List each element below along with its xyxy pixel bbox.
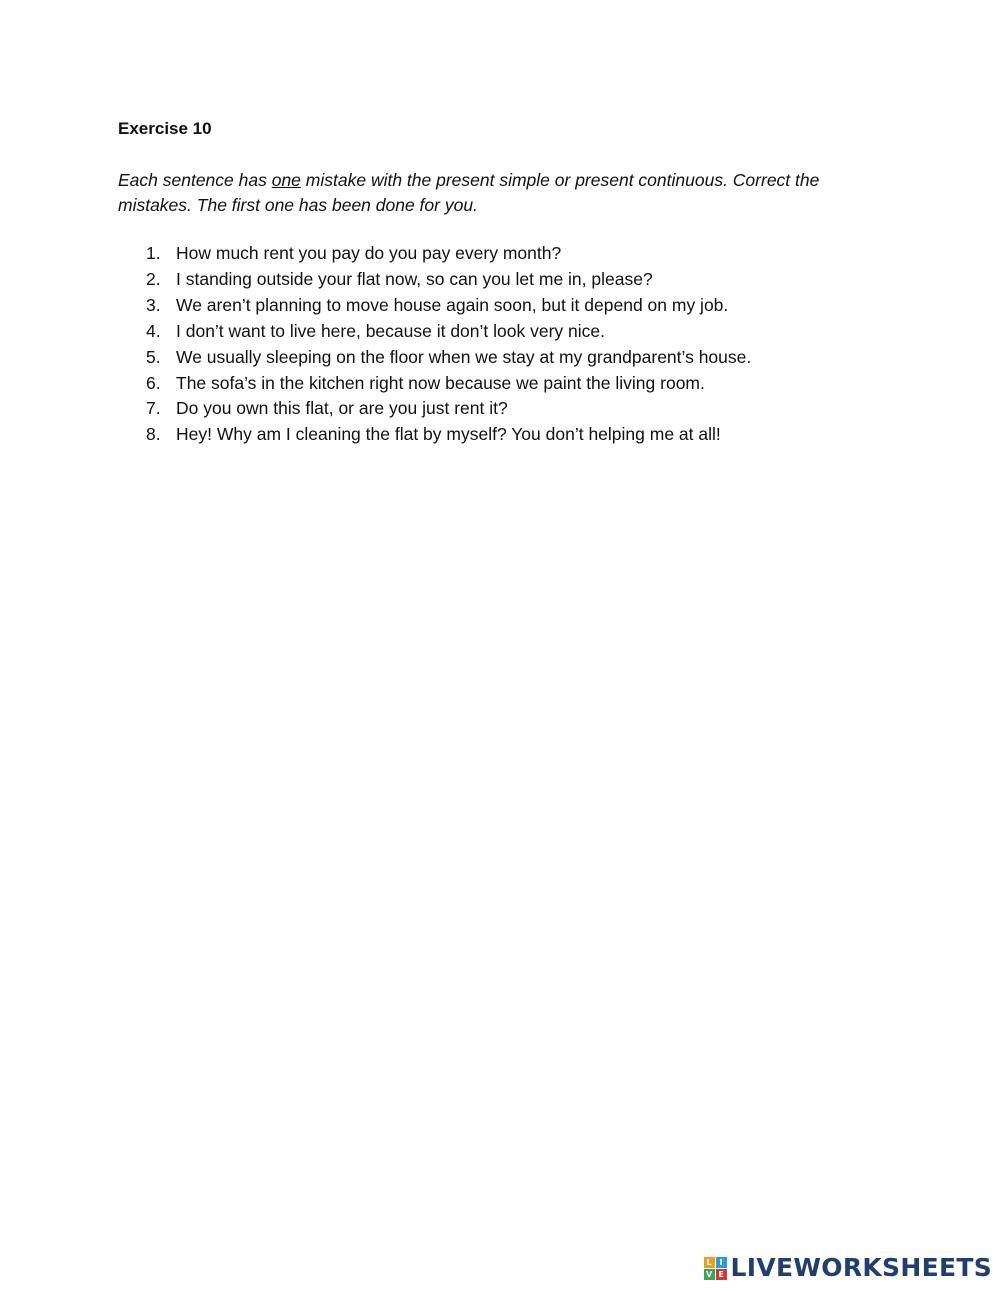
exercise-title: Exercise 10 [118,119,212,138]
sentence-number: 3. [146,294,161,315]
logo-block: L [704,1257,715,1268]
exercise-instructions [118,168,878,218]
sentence-text: We usually sleeping on the floor when we stay at my grandparent’s house. [176,346,752,367]
sentence-item [146,371,866,397]
sentence-text: I standing outside your flat now, so can you let me in, please? [176,268,653,289]
sentence-text: We aren’t planning to move house again soon, but it depend on my job. [176,294,729,315]
sentence-item [146,241,866,267]
sentence-number: 4. [146,320,161,341]
sentence-number: 1. [146,243,161,263]
sentence-item [146,422,866,448]
sentence-item [146,345,866,371]
sentence-item [146,396,866,422]
sentence-list [146,241,866,448]
instructions-text-start: Each sentence has [118,170,272,190]
instructions-emphasis: one [271,170,301,190]
sentence-number: 7. [146,398,161,419]
sentence-text: Hey! Why am I cleaning the flat by myself? You don’t helping me at all! [176,424,721,445]
logo-blocks-icon [704,1257,727,1280]
logo-block: V [704,1269,715,1280]
logo-block: I [716,1257,727,1268]
liveworksheets-logo [704,1253,992,1283]
instructions-text-end: mistake with the present simple or present continuous. Correct the mistakes. The first one has been done for you. [118,170,820,215]
sentence-item [146,293,866,319]
sentence-text: How much rent you pay do you pay every month? [176,243,562,263]
sentence-text: Do you own this flat, or are you just rent it? [176,398,508,419]
sentence-number: 8. [146,424,161,445]
sentence-number: 5. [146,346,161,367]
sentence-item [146,319,866,345]
sentence-item [146,267,866,293]
logo-text: LIVEWORKSHEETS [730,1253,992,1282]
sentence-text: I don’t want to live here, because it don’t look very nice. [176,320,605,341]
sentence-number: 6. [146,372,161,393]
logo-block: E [716,1269,727,1280]
sentence-text: The sofa’s in the kitchen right now because we paint the living room. [176,372,705,393]
sentence-number: 2. [146,268,161,289]
